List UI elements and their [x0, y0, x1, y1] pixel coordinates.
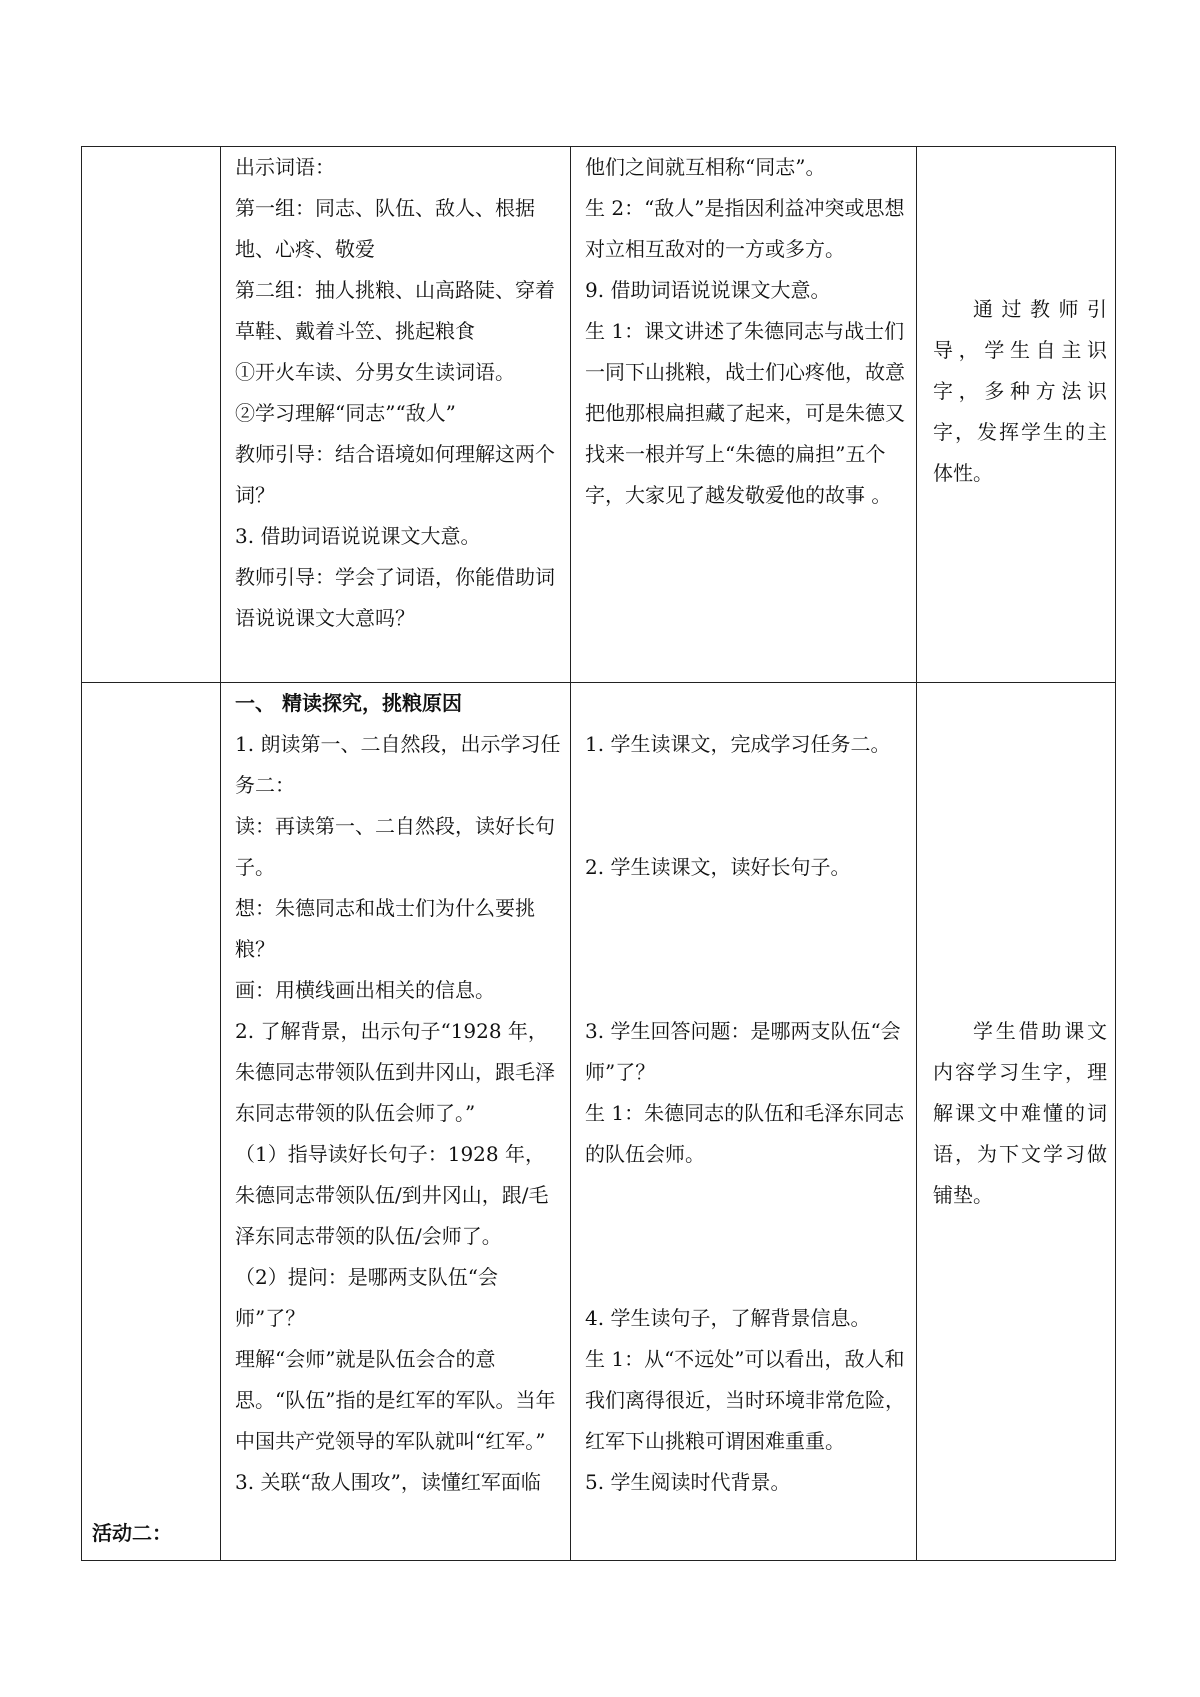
teacher-line: 第一组：同志、队伍、敌人、根据地、心疼、敬爱: [235, 196, 535, 261]
teacher-line: 第二组：抽人挑粮、山高路陡、穿着草鞋、戴着斗笠、挑起粮食: [235, 278, 555, 343]
table-row: [82, 683, 1116, 1561]
activity-label: 活动二：: [92, 1521, 172, 1545]
teacher-line: 教师引导：结合语境如何理解这两个词？: [235, 442, 555, 507]
lesson-plan-table: [81, 146, 1116, 1561]
design-intent-cell: [917, 147, 1116, 683]
teacher-line: ①开火车读、分男女生读词语。: [235, 360, 515, 384]
teacher-activity-cell: [221, 147, 571, 683]
student-line: 生 1：课文讲述了朱德同志与战士们一同下山挑粮，战士们心疼他，故意把他那根扁担藏了起来，可是朱德又找来一根并写上“朱德的扁担”五个字，大家见了越发敬爱他的故事 。: [585, 319, 905, 507]
student-line: 2. 学生读课文，读好长句子。: [585, 855, 851, 879]
teacher-line: 想：朱德同志和战士们为什么要挑粮？: [235, 896, 535, 961]
teacher-activity-cell: [221, 683, 571, 1561]
design-intent-text: 学生借助课文内容学习生字，理解课文中难懂的词语，为下文学习做铺垫。: [933, 1019, 1107, 1207]
teacher-line: ②学习理解“同志”“敌人”: [235, 401, 456, 425]
student-activity-cell: [571, 683, 917, 1561]
teacher-line: （1）指导读好长句子：1928 年，朱德同志带领队伍/到井冈山，跟/毛泽东同志带领的队伍/会师了。: [235, 1142, 549, 1248]
design-intent-cell: [917, 683, 1116, 1561]
student-line: 9. 借助词语说说课文大意。: [585, 278, 831, 302]
student-line: 生 1：从“不远处”可以看出，敌人和我们离得很近，当时环境非常危险，红军下山挑粮可谓困难重重。: [585, 1347, 905, 1453]
student-line: 4. 学生读句子，了解背景信息。: [585, 1306, 871, 1330]
student-line: 5. 学生阅读时代背景。: [585, 1470, 791, 1494]
teacher-line: 画：用横线画出相关的信息。: [235, 978, 495, 1002]
teacher-line: （2）提问：是哪两支队伍“会师”了？: [235, 1265, 498, 1330]
activity-cell: [82, 683, 221, 1561]
teacher-line: 出示词语：: [235, 155, 335, 179]
activity-cell: [82, 147, 221, 683]
student-line: 3. 学生回答问题：是哪两支队伍“会师”了？: [585, 1019, 901, 1084]
teacher-line: 读：再读第一、二自然段，读好长句子。: [235, 814, 555, 879]
teacher-line: 3. 关联“敌人围攻”，读懂红军面临: [235, 1470, 541, 1494]
teacher-line: 2. 了解背景，出示句子“1928 年，朱德同志带领队伍到井冈山，跟毛泽东同志带领的队伍会师了。”: [235, 1019, 555, 1125]
student-line: 生 2：“敌人”是指因利益冲突或思想对立相互敌对的一方或多方。: [585, 196, 905, 261]
section-heading: 一、 精读探究，挑粮原因: [235, 691, 462, 715]
student-line: 1. 学生读课文，完成学习任务二。: [585, 732, 891, 756]
teacher-line: 理解“会师”就是队伍会合的意思。“队伍”指的是红军的军队。当年中国共产党领导的军队就叫“红军。”: [235, 1347, 556, 1453]
student-activity-cell: [571, 147, 917, 683]
table-row: [82, 147, 1116, 683]
student-line: 生 1：朱德同志的队伍和毛泽东同志的队伍会师。: [585, 1101, 905, 1166]
teacher-line: 1. 朗读第一、二自然段，出示学习任务二：: [235, 732, 561, 797]
teacher-line: 3. 借助词语说说课文大意。: [235, 524, 481, 548]
design-intent-text: 通过教师引导，学生自主识字，多种方法识字，发挥学生的主体性。: [933, 297, 1107, 485]
teacher-line: 教师引导：学会了词语，你能借助词语说说课文大意吗？: [235, 565, 555, 630]
student-line: 他们之间就互相称“同志”。: [585, 155, 826, 179]
